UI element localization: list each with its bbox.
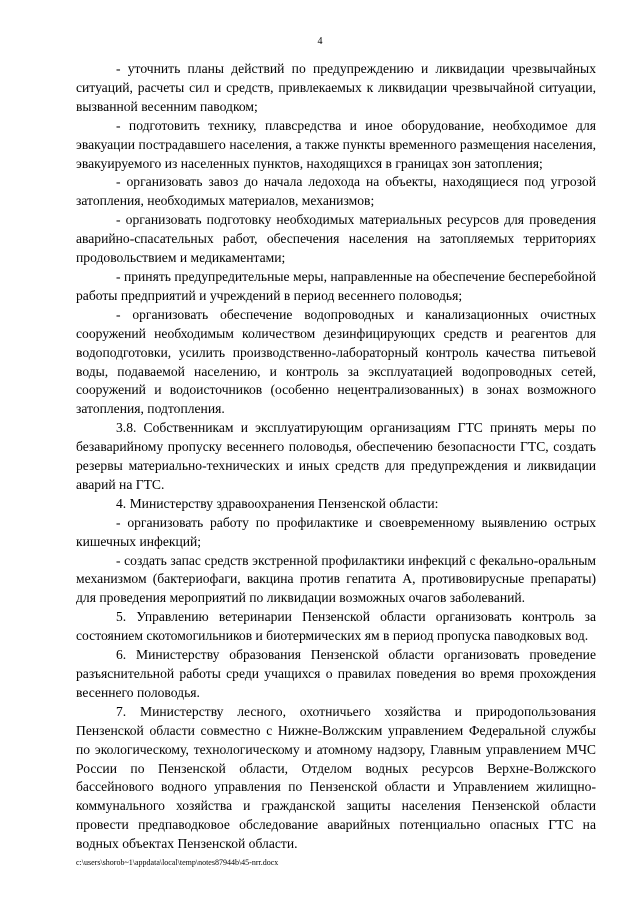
paragraph-plans: - уточнить планы действий по предупреждению и ликвидации чрезвычайных ситуаций, расчеты сил и средств, привлекаемых к ликвидации чрезвычайной ситуации, вызванной весенним паводком; [76,61,596,114]
paragraph-materials: - организовать завоз до начала ледохода на объекты, находящиеся под угрозой затопления, необходимых материалов, механизмов; [76,174,596,209]
paragraph-water-supply: - организовать обеспечение водопроводных и канализационных очистных сооружений необходимым количеством дезинфицирующих средств и реагентов для водоподготовки, усилить производственно-лабораторный контроль качества питьевой воды, подаваемой населению, и контроль за эксплуатацией водопроводных сетей, сооружений и водоисточников (особенно нецентрализованных) в зонах возможного затопления, подтопления. [76,306,596,417]
page-number: 4 [317,36,323,47]
footer-file-path: c:\users\shorob~1\appdata\local\temp\notes87944b\45-nrr.docx [76,858,279,867]
paragraph-emergency-stock: - создать запас средств экстренной профилактики инфекций с фекально-оральным механизмом (бактериофаги, вакцина против гепатита А, противовирусные препараты) для проведения мероприятий по ликвидации возможных очагов заболеваний. [76,552,596,606]
paragraph-6-education: 6. Министерству образования Пензенской области организовать проведение разъяснительной работы среди учащихся о правилах поведения во время прохождения весеннего половодья. [76,647,596,700]
paragraph-equipment: - подготовить технику, плавсредства и иное оборудование, необходимое для эвакуации пострадавшего населения, а также пункты временного размещения населения, эвакуируемого из населенных пунктов, находящихся в границах зон затопления; [76,117,596,171]
paragraph-4-health-ministry: 4. Министерству здравоохранения Пензенской области: [116,495,439,511]
paragraph-resources: - организовать подготовку необходимых материальных ресурсов для проведения аварийно-спасательных работ, обеспечения населения на затопляемых территориях продовольствием и медикаментами; [76,212,596,266]
document-body [76,60,596,854]
paragraph-preventive-measures: - принять предупредительные меры, направленные на обеспечение бесперебойной работы предприятий и учреждений в период весеннего половодья; [76,268,596,303]
paragraph-3-8-gts-owners: 3.8. Собственникам и эксплуатирующим организациям ГТС принять меры по безаварийному пропуску весеннего половодья, обеспечению безопасности ГТС, создать резервы материально-технических и иных средств для предупреждения и ликвидации аварий на ГТС. [76,420,596,492]
paragraph-5-veterinary: 5. Управлению ветеринарии Пензенской области организовать контроль за состоянием скотомогильников и биотермических ям в период пропуска паводковых вод. [76,609,596,644]
paragraph-infections-prevention: - организовать работу по профилактике и своевременному выявлению острых кишечных инфекций; [76,514,596,549]
paragraph-7-forestry: 7. Министерству лесного, охотничьего хозяйства и природопользования Пензенской области совместно с Нижне-Волжским управлением Федеральной службы по экологическому, технологическому и атомному надзору, Главным управлением МЧС России по Пензенской области, Отделом водных ресурсов Верхне-Волжского бассейнового водного управления по Пензенской области и Управлением жилищно-коммунального хозяйства и гражданской защиты населения Пензенской области провести предпаводковое обследование аварийных потенциально опасных ГТС на водных объектах Пензенской области. [76,703,596,852]
